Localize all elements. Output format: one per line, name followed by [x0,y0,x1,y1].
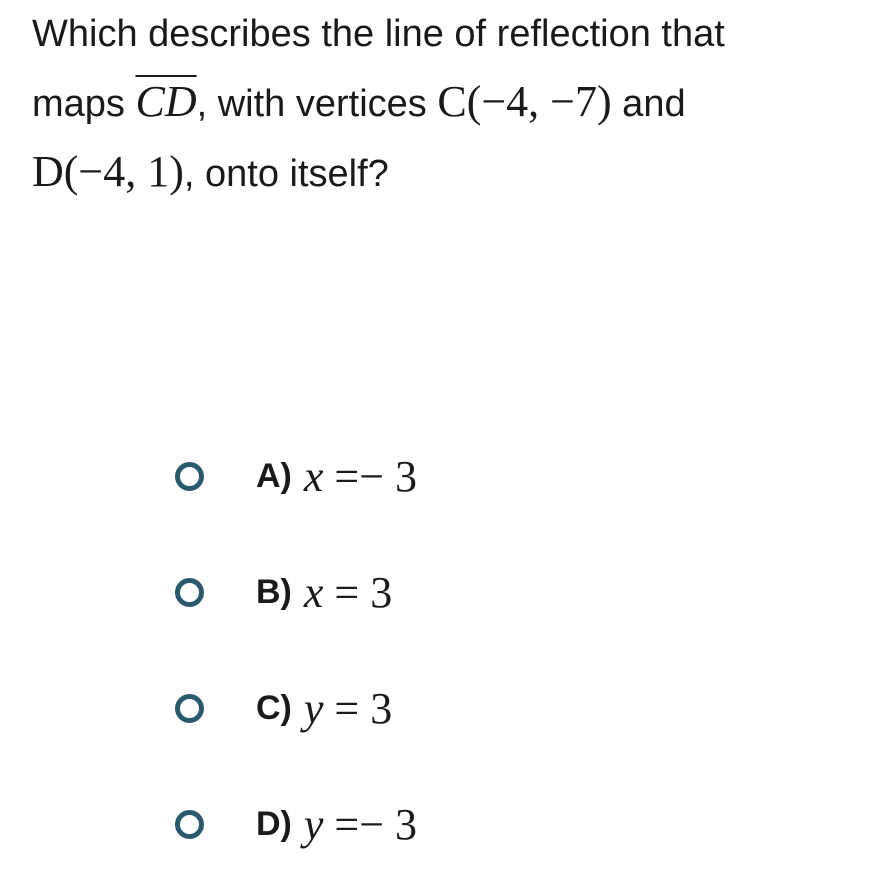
choice-a-equation: x =− 3 [303,451,418,501]
question-text-maps: maps [32,83,136,125]
question-line-3 [32,138,882,208]
segment-cd: CD [135,77,197,126]
radio-button-c[interactable] [175,694,204,723]
point-c: C(−4, −7) [437,77,612,126]
choice-a[interactable] [175,418,417,534]
question-line-1: Which describes the line of reflection that [32,13,725,55]
choice-b-equation: x = 3 [303,567,393,617]
choice-d-equation: y =− 3 [303,799,418,849]
question-text-vertices: , with vertices [196,83,438,125]
choice-c-letter: C) [256,688,292,727]
question-text-onto: , onto itself? [183,153,389,195]
choice-c-equation: y = 3 [303,683,393,733]
choice-b-letter: B) [256,572,292,611]
question-text-and: and [611,83,686,125]
radio-button-d[interactable] [175,810,204,839]
choice-b[interactable] [175,534,417,650]
question-text [32,0,882,208]
point-d: D(−4, 1) [32,147,184,196]
choice-a-letter: A) [256,456,292,495]
radio-button-b[interactable] [175,578,204,607]
choice-c[interactable] [175,650,417,766]
question-line-2 [32,68,882,138]
answer-choices [175,418,417,882]
choice-d-letter: D) [256,804,292,843]
choice-d[interactable] [175,766,417,882]
radio-button-a[interactable] [175,462,204,491]
